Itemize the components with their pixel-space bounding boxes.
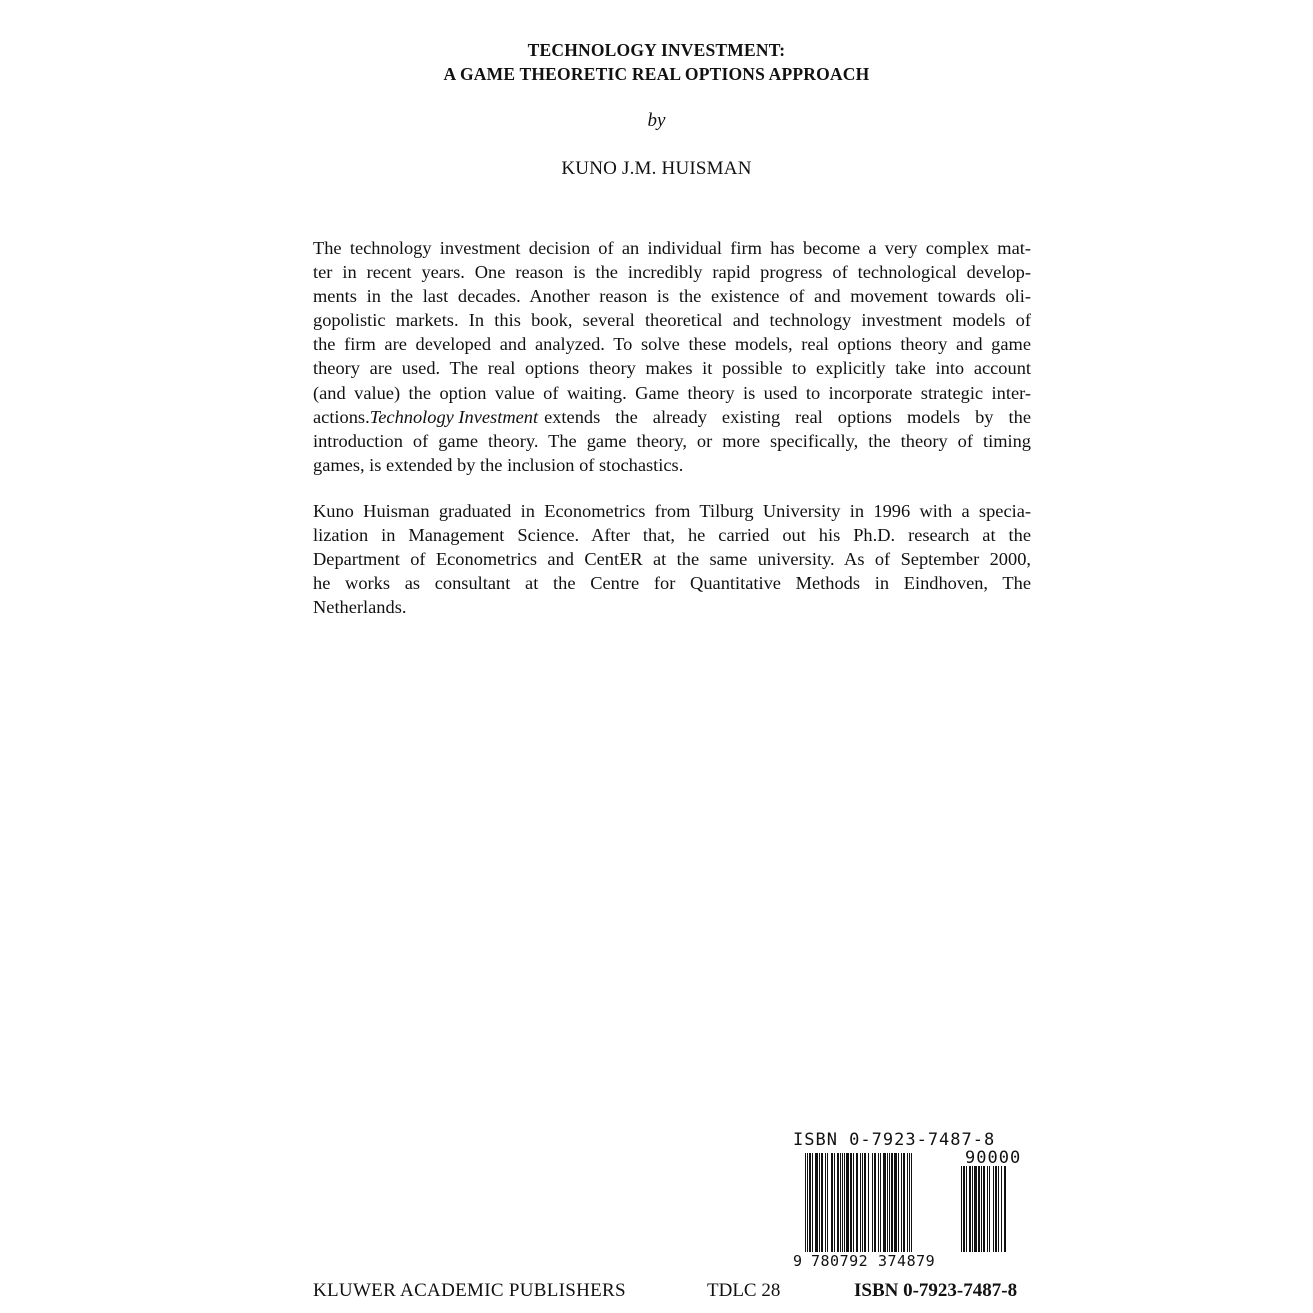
description-text: actions. [313,406,370,427]
description-line: introduction of game theory. The game theory, or more specifically, the theory of timing [313,430,1031,451]
bio-line: he works as consultant at the Centre for Quantitative Methods in Eindhoven, The [313,573,1031,594]
description-line: games, is extended by the inclusion of stochastics. [313,454,684,475]
title-line-1: TECHNOLOGY INVESTMENT: [527,40,786,60]
addon-barcode-bars [961,1166,1024,1252]
bio-line: Kuno Huisman graduated in Econometrics from Tilburg University in 1996 with a specia- [313,501,1031,521]
description-line: gopolistic markets. In this book, several theoretical and technology investment models of [313,310,1031,331]
publisher-name: KLUWER ACADEMIC PUBLISHERS [313,1280,626,1301]
book-title [0,38,1313,86]
series-code: TDLC 28 [707,1280,781,1301]
barcode [791,1148,1036,1271]
description-line: ments in the last decades. Another reason is the existence of and movement towards oli- [313,286,1031,307]
ean-right-digits: 374879 [878,1252,936,1270]
ean-barcode-bars [805,1153,943,1252]
bio-line: Department of Econometrics and CentER at the same university. As of September 2000, [313,549,1031,570]
description-line: (and value) the option value of waiting. Game theory is used to incorporate strategic inter- [313,382,1031,403]
title-line-2: A GAME THEORETIC REAL OPTIONS APPROACH [443,64,870,84]
bio-line: Netherlands. [313,597,407,618]
ean-left-digits: 780792 [811,1252,869,1270]
ean-first-digit: 9 [793,1252,803,1270]
isbn-number: ISBN 0-7923-7487-8 [854,1280,1018,1301]
description-paragraph [313,236,1031,477]
barcode-isbn-label: ISBN 0-7923-7487-8 [793,1130,996,1150]
description-line: The technology investment decision of an individual firm has become a very complex mat- [313,238,1031,258]
description-line-mixed [313,405,1031,429]
description-italic-text: Technology Investment [369,406,539,427]
description-text: extends the already existing real options models by the [544,406,1031,427]
author-bio-paragraph [313,499,1031,619]
description-line: ter in recent years. One reason is the incredibly rapid progress of technological develop- [313,262,1031,283]
description-line: the firm are developed and analyzed. To solve these models, real options theory and game [313,334,1031,355]
bio-line: lization in Management Science. After that, he carried out his Ph.D. research at the [313,525,1031,546]
description-line: theory are used. The real options theory makes it possible to explicitly take into account [313,358,1031,379]
barcode-addon-number: 90000 [965,1148,1022,1168]
author-name: KUNO J.M. HUISMAN [561,158,752,179]
by-line: by [647,110,666,131]
